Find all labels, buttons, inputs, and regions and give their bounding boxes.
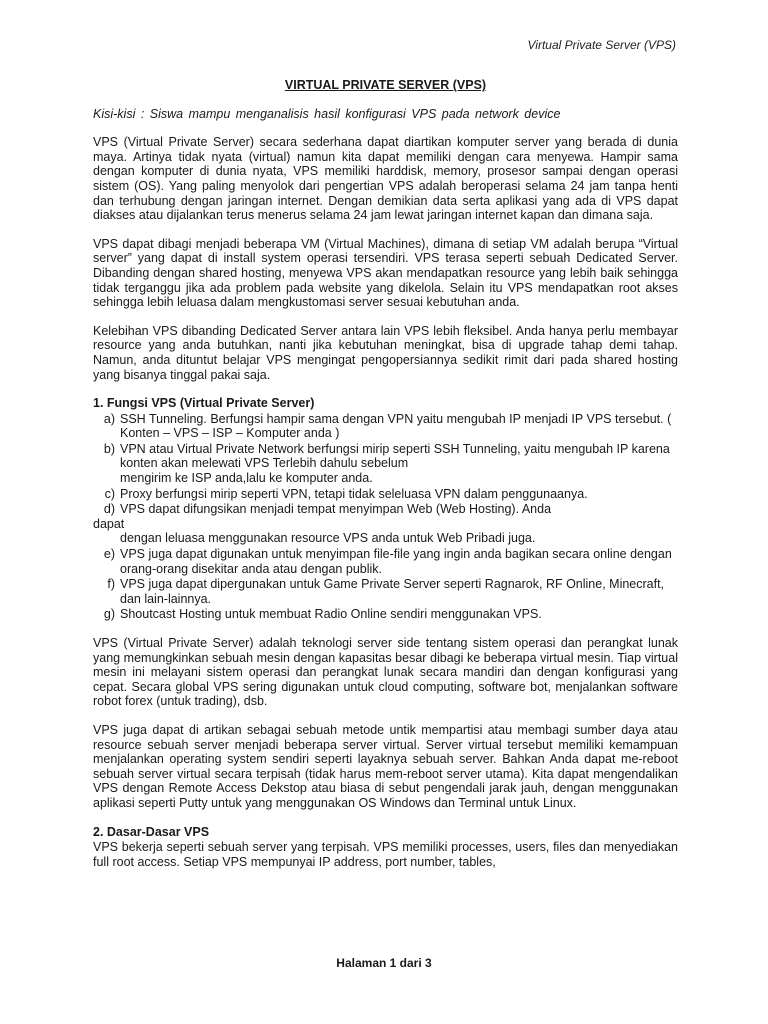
list-marker: g) xyxy=(103,607,115,622)
list-item-hanging-word: dapat xyxy=(93,516,125,531)
list-item xyxy=(93,442,678,486)
section-heading-dasar: 2. Dasar-Dasar VPS xyxy=(93,824,210,839)
list-marker: a) xyxy=(103,411,115,426)
list-item-text: VPN atau Virtual Private Network berfungsi mirip seperti SSH Tunneling, yaitu mengubah IP karena konten akan melewati VPS Terlebih dahulu sebelum xyxy=(120,441,670,471)
list-marker: c) xyxy=(104,486,115,501)
list-item-continuation: mengirim ke ISP anda,lalu ke komputer anda. xyxy=(120,471,373,486)
paragraph-kelebihan: Kelebihan VPS dibanding Dedicated Server antara lain VPS lebih fleksibel. Anda hanya perlu membayar resource yang anda butuhkan, nanti jika kebutuhan meningkat, bisa di upgrade tahap demi tahap. Namun, anda dituntut belajar VPS mengingat pengopersiannya sedikit rimit dari pada shared hosting yang bisanya tinggal pakai saja. xyxy=(93,323,678,382)
document-title: VIRTUAL PRIVATE SERVER (VPS) xyxy=(284,78,487,92)
list-item-text: VPS dapat difungsikan menjadi tempat menyimpan Web (Web Hosting). Anda xyxy=(120,502,552,517)
section-heading-fungsi: 1. Fungsi VPS (Virtual Private Server) xyxy=(93,396,315,411)
list-item-text: Proxy berfungsi mirip seperti VPN, tetapi tidak seleluasa VPN dalam penggunaanya. xyxy=(120,486,588,501)
paragraph-intro: VPS (Virtual Private Server) secara sederhana dapat diartikan komputer server yang berada di dunia maya. Artinya tidak nyata (virtual) namun kita dapat memiliki dengan cara menyewa. Hampir sama dengan komputer di dunia nyata, VPS memiliki harddisk, memory, prosesor sampai dengan operasi sistem (OS). Yang paling menyolok dari pengertian VPS adalah beroperasi selama 24 jam tanpa henti dan terhubung dengan jaringan internet. Dengan demikian data serta aplikasi yang ada di VPS dapat diakses atau dijalankan terus menerus selama 24 jam lewat jaringan internet kapan dan dimana saja. xyxy=(93,135,678,223)
list-item xyxy=(93,607,678,622)
list-marker: f) xyxy=(107,577,115,592)
list-item-text: SSH Tunneling. Berfungsi hampir sama dengan VPN yaitu mengubah IP menjadi IP VPS tersebut. ( Konten – VPS – ISP – Komputer anda ) xyxy=(120,411,672,441)
paragraph-teknologi: VPS (Virtual Private Server) adalah teknologi server side tentang sistem operasi dan perangkat lunak yang memungkinkan sebuah mesin dengan kapasitas besar dibagi ke beberapa virtual mesin. Tiap virtual mesin ini melayani sistem operasi dan perangkat lunak secara mandiri dan dengan konfigurasi yang cepat. Secara global VPS sering digunakan untuk cloud computing, software bot, menjalankan software robot forex (untuk trading), dsb. xyxy=(93,636,678,709)
paragraph-vm: VPS dapat dibagi menjadi beberapa VM (Virtual Machines), dimana di setiap VM adalah berupa “Virtual server” yang dapat di install system operasi tersendiri. VPS terasa seperti sebuah Dedicated Server. Dibanding dengan shared hosting, menyewa VPS akan mendapatkan resource yang lebih baik sehingga tidak terganggu jika ada problem pada website yang dikelola. Selain itu VPS mendapatkan root akses sehingga lebih leluasa dalam mengkustomasi server sesuai kebutuhan anda. xyxy=(93,236,678,310)
list-marker: e) xyxy=(103,547,115,562)
list-item xyxy=(93,547,678,576)
list-item-text: VPS juga dapat dipergunakan untuk Game Private Server seperti Ragnarok, RF Online, Minecraft, dan lain-lainnya. xyxy=(120,577,665,606)
list-item xyxy=(93,412,678,441)
fungsi-list xyxy=(93,412,678,622)
running-header: Virtual Private Server (VPS) xyxy=(527,38,676,52)
list-marker: b) xyxy=(103,441,115,456)
page-number: Halaman 1 dari 3 xyxy=(336,956,432,970)
paragraph-partisi: VPS juga dapat di artikan sebagai sebuah metode untik mempartisi atau membagi sumber daya atau resource sebuah server menjadi beberapa server virtual. Server virtual tersebut memiliki kemampuan menjalankan operating system sendiri seperti layaknya sebuah server. Bahkan Anda dapat me-reboot sebuah server virtual secara terpisah (tidak harus mem-reboot server utama). Kita dapat mengendalikan VPS dengan Remote Access Dekstop atau biasa di sebut pengendali jarak jauh, dengan menggunakan aplikasi seperti Putty untuk yang menggunakan OS Windows dan Terminal untuk Linux. xyxy=(93,722,678,810)
list-item xyxy=(93,502,678,546)
document-body xyxy=(93,78,678,869)
kisi-kisi-text: Kisi-kisi : Siswa mampu menganalisis hasil konfigurasi VPS pada network device xyxy=(93,106,561,121)
list-item-text: VPS juga dapat digunakan untuk menyimpan file-file yang ingin anda bagikan secara online dengan orang-orang disekitar anda atau dengan publik. xyxy=(120,547,672,576)
list-item xyxy=(93,487,678,502)
list-marker: d) xyxy=(103,502,115,517)
list-item-text: Shoutcast Hosting untuk membuat Radio Online sendiri menggunakan VPS. xyxy=(120,607,542,622)
list-item-continuation: dengan leluasa menggunakan resource VPS anda untuk Web Pribadi juga. xyxy=(120,531,536,546)
paragraph-dasar: VPS bekerja seperti sebuah server yang terpisah. VPS memiliki processes, users, files dan menyediakan full root access. Setiap VPS mempunyai IP address, port number, tables, xyxy=(93,840,678,869)
list-item xyxy=(93,577,678,606)
